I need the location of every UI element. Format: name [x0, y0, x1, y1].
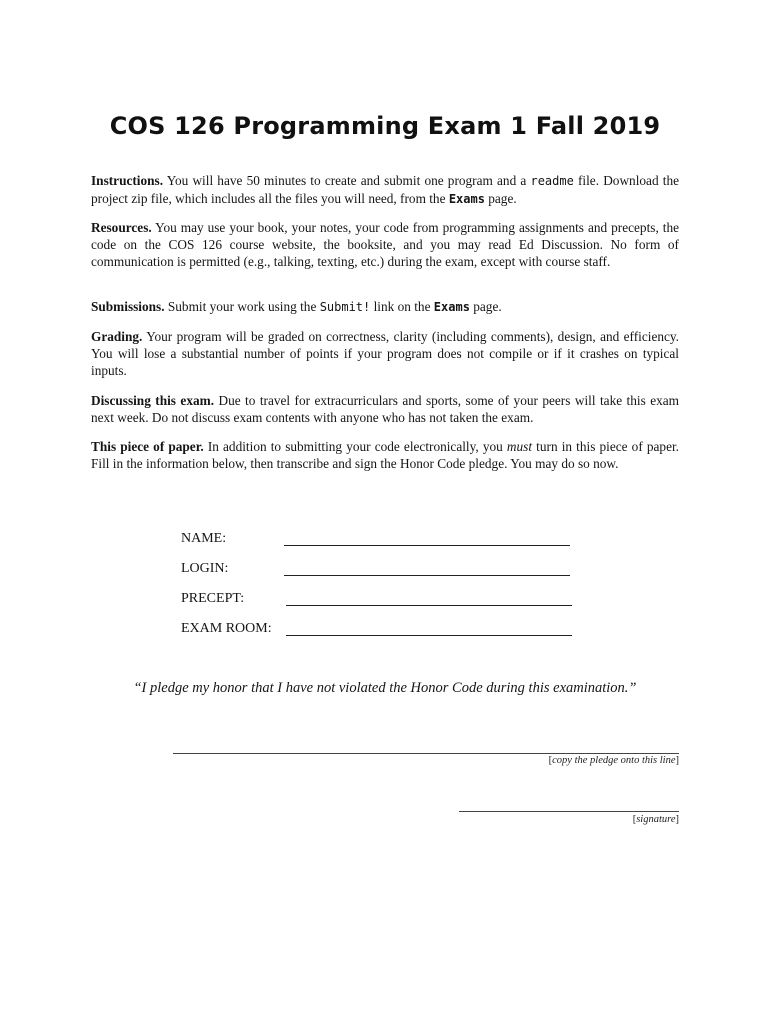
grading-text: Your program will be graded on correctness, clarity (including comments), design, and efficiency. You will lose a substantial number of points if your program does not compile or if it crashes on typical inputs. [91, 329, 679, 379]
instructions-text-a: You will have 50 minutes to create and submit one program and a [163, 173, 531, 188]
discussing-text: Due to travel for extracurriculars and sports, some of your peers will take this exam next week. Do not discuss exam contents with anyone who has not taken the exam. [91, 393, 679, 426]
instructions-text-c: page. [484, 191, 517, 207]
paper-heading: This piece of paper. [91, 439, 204, 454]
exams-link[interactable]: Exams [433, 300, 470, 314]
signature-caption-text: signature [636, 814, 676, 825]
exams-link[interactable]: Exams [448, 192, 485, 207]
submissions-paragraph [91, 298, 679, 316]
grading-paragraph [91, 328, 679, 380]
precept-field[interactable] [286, 605, 572, 606]
name-field[interactable] [284, 545, 570, 546]
exam-room-field[interactable] [286, 635, 572, 636]
exam-room-label: EXAM ROOM: [181, 621, 272, 636]
honor-pledge: “I pledge my honor that I have not violated the Honor Code during this examination.” [133, 680, 637, 696]
login-field[interactable] [284, 575, 570, 576]
page-title: COS 126 Programming Exam 1 Fall 2019 [109, 112, 661, 140]
pledge-copy-caption-text: copy the pledge onto this line [552, 755, 676, 766]
submissions-heading: Submissions. [91, 299, 165, 314]
name-label: NAME: [181, 531, 227, 546]
resources-text: You may use your book, your notes, your code from programming assignments and precepts, the code on the COS 126 course website, the booksite, and you may read Ed Discussion. No form of communication is permitted (e.g., talking, texting, etc.) during the exam, except with course staff. [91, 220, 679, 270]
resources-paragraph [91, 219, 679, 271]
paper-text-a: In addition to submitting your code electronically, you [203, 439, 507, 454]
precept-label: PRECEPT: [181, 591, 245, 606]
submissions-text-a: Submit your work using the [164, 299, 320, 314]
paper-paragraph [91, 438, 679, 472]
signature-caption: [signature] [632, 814, 679, 825]
resources-heading: Resources. [91, 220, 152, 235]
discussing-heading: Discussing this exam. [91, 393, 215, 408]
instructions-paragraph [91, 172, 679, 208]
readme-code: readme [530, 174, 574, 188]
login-label: LOGIN: [181, 561, 229, 576]
submissions-text-c: page. [469, 299, 502, 314]
instructions-text-b: file. Download the project zip file, which includes all the files you will need, from the [91, 173, 680, 207]
discussing-paragraph [91, 392, 679, 426]
paper-text-b: turn in this piece of paper. Fill in the information below, then transcribe and sign the Honor Code pledge. You may do so now. [91, 439, 679, 472]
grading-heading: Grading. [91, 329, 143, 344]
paper-emphasis: must [506, 439, 533, 454]
signature-line[interactable] [459, 811, 679, 812]
submissions-text-b: link on the [370, 299, 434, 314]
instructions-heading: Instructions. [91, 173, 164, 188]
pledge-copy-line[interactable] [173, 753, 679, 754]
submit-code: Submit! [319, 300, 371, 314]
pledge-copy-caption: [copy the pledge onto this line] [548, 755, 679, 766]
